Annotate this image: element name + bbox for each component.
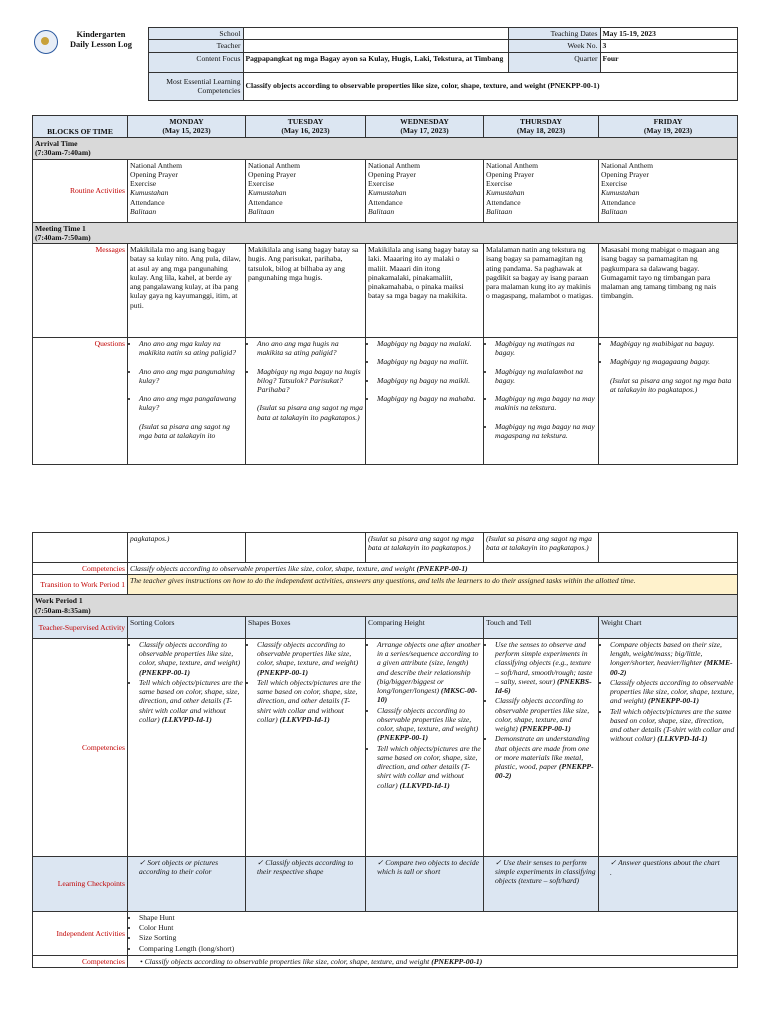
activity-friday: Weight Chart (599, 616, 738, 638)
week-label: Week No. (508, 40, 600, 52)
questions-label: Questions (33, 338, 128, 465)
routine-activities-label: Routine Activities (33, 159, 128, 222)
routine-cell: National Anthem Opening Prayer Exercise Kumustahan Attendance Balitaan (128, 159, 246, 222)
question-item: • Magbigay ng malalambot na bagay. (495, 367, 596, 386)
independent-activity-item: • Size Sorting (139, 933, 735, 942)
questions-friday (599, 338, 738, 465)
activity-monday: Sorting Colors (128, 616, 246, 638)
routine-cell: National Anthem Opening Prayer Exercise Kumustahan Attendance Balitaan (599, 159, 738, 222)
header-title-line2: Daily Lesson Log (70, 39, 132, 49)
school-label: School (148, 28, 243, 40)
meeting-time-section: Meeting Time 1 (7:40am-7:50am) (33, 222, 738, 244)
question-note-cont: (Isulat sa pisara ang sagot ng mga bata at talakayin ito pagkatapos.) (484, 533, 599, 563)
question-note-cont (246, 533, 366, 563)
question-item: • Magbigay ng bagay na maikli. (377, 376, 481, 385)
teaching-dates-label: Teaching Dates (508, 28, 600, 40)
routine-cell: National Anthem Opening Prayer Exercise Kumustahan Attendance Balitaan (366, 159, 484, 222)
header-table (32, 27, 738, 101)
deped-seal-icon (34, 30, 58, 54)
teaching-dates-value: May 15-19, 2023 (600, 28, 737, 40)
competencies-wednesday (366, 638, 484, 856)
question-note: (Isulat sa pisara ang sagot ng mga bata at talakayin ito pagkatapos.) (610, 375, 732, 394)
transition-text: The teacher gives instructions on how to do the independent activities, answers any questions, and tells the learners to do their assigned tasks within the allotted time. (128, 575, 738, 595)
day-header-tuesday: TUESDAY (May 16, 2023) (246, 116, 366, 138)
question-item: • Magbigay ng mga bagay na may makinis na tekstura. (495, 394, 596, 413)
questions-tuesday (246, 338, 366, 465)
competency-item: • Demonstrate an understanding that objects are made from one or more materials like metal, plastic, wood, paper (PNEKPP-00-2) (495, 734, 596, 780)
header-title-cell (32, 28, 148, 73)
independent-activities-label: Independent Activities (33, 911, 128, 955)
day-header-monday: MONDAY (May 15, 2023) (128, 116, 246, 138)
competencies-tuesday (246, 638, 366, 856)
competency-item: • Classify objects according to observable properties like size, color, shape, texture, and weight) (PNEKPP-00-1) (610, 678, 735, 706)
transition-label: Transition to Work Period 1 (33, 575, 128, 595)
arrival-time-section: Arrival Time (7:30am-7:40am) (33, 138, 738, 160)
blocks-of-time-header: BLOCKS OF TIME (33, 116, 128, 138)
meeting-competency: Classify objects according to observable properties like size, color, shape, texture, and weight (PNEKPP-00-1) (128, 563, 738, 575)
competency-item: • Use the senses to observe and perform simple experiments in classifying objects (e.g., texture – soft/hard, smooth/rough; taste – salty, sweet, sour) (PNEKBS-Id-6) (495, 640, 596, 696)
questions-wednesday (366, 338, 484, 465)
question-note-cont (599, 533, 738, 563)
competency-item: • Arrange objects one after another in a series/sequence according to a given attribute (size, length) and describe their relationship (big/bigger/biggest or long/longer/longest) (MKSC-00-10) (377, 640, 481, 705)
checkpoint-tuesday: ✓ Classify objects according to their respective shape (246, 856, 366, 911)
question-note: (Isulat sa pisara ang sagot ng mga bata at talakayin ito pagkatapos.) (257, 403, 363, 422)
independent-activity-item: • Comparing Length (long/short) (139, 944, 735, 953)
learning-checkpoints-label: Learning Checkpoints (33, 856, 128, 911)
work-competencies-label: Competencies (33, 638, 128, 856)
content-focus-label: Content Focus (148, 52, 243, 72)
message-friday: Masasabi mong mabigat o magaan ang isang bagay sa pamamagitan ng pagkumpara sa dalawang bagay. Gumagamit tayo ng timbangan para malaman ang tamang timbang ng nais timbangin. (599, 244, 738, 338)
melc-value: Classify objects according to observable properties like size, color, shape, texture, and weight (PNEKPP-00-1) (243, 72, 737, 100)
final-competencies-label: Competencies (33, 955, 128, 967)
question-item: • Magbigay ng bagay na maliit. (377, 357, 481, 366)
messages-label: Messages (33, 244, 128, 338)
lesson-table-page2 (32, 532, 738, 968)
competency-item: • Tell which objects/pictures are the same based on color, shape, size, direction, and other details (T-shirt with collar and without collar) (LLKVPD-Id-1) (377, 744, 481, 790)
activity-thursday: Touch and Tell (484, 616, 599, 638)
independent-activity-item: • Shape Hunt (139, 913, 735, 922)
independent-activities-list (128, 911, 738, 955)
day-header-thursday: THURSDAY (May 18, 2023) (484, 116, 599, 138)
question-note-cont: (Isulat sa pisara ang sagot ng mga bata at talakayin ito pagkatapos.) (366, 533, 484, 563)
competencies-friday (599, 638, 738, 856)
activity-wednesday: Comparing Height (366, 616, 484, 638)
activity-tuesday: Shapes Boxes (246, 616, 366, 638)
week-value: 3 (600, 40, 737, 52)
question-item: • Magbigay ng magagaang bagay. (610, 357, 735, 366)
school-value (243, 28, 508, 40)
routine-cell: National Anthem Opening Prayer Exercise Kumustahan Attendance Balitaan (246, 159, 366, 222)
teacher-supervised-label: Teacher-Supervised Activity (33, 616, 128, 638)
checkpoint-friday: ✓ Answer questions about the chart . (599, 856, 738, 911)
question-note: (Isulat sa pisara ang sagot ng mga bata at talakayin ito (139, 421, 230, 440)
competencies-thursday (484, 638, 599, 856)
question-note-cont: pagkatapos.) (128, 533, 246, 563)
day-header-wednesday: WEDNESDAY (May 17, 2023) (366, 116, 484, 138)
message-thursday: Malalaman natin ang tekstura ng isang bagay sa pamamagitan ng ating pandama. Sa paghawak at pagdikit sa bagay ay isang paraan para malaman kung ito ay makinis o magaspang, malambot o matigas. (484, 244, 599, 338)
question-item: • Magbigay ng matingas na bagay. (495, 339, 596, 358)
lesson-table-page1 (32, 115, 738, 465)
independent-activity-item: • Color Hunt (139, 923, 735, 932)
question-item: • Magbigay ng bagay na malaki. (377, 339, 481, 348)
message-wednesday: Makikilala ang isang bagay batay sa laki. Maaaring ito ay malaki o maliit. Maaari din itong pinakamalaki, pinakamaliit, pinakamahaba, o pinaka maiksi batay sa mga bagay na makikita. (366, 244, 484, 338)
question-item: • Ano ano ang mga hugis na makikita sa ating paligid? (257, 339, 363, 358)
competency-item: • Tell which objects/pictures are the same based on color, shape, size, direction, and other details (T-shirt with collar and without collar) (LLKVPD-Id-1) (610, 707, 735, 744)
meeting-competencies-label: Competencies (33, 563, 128, 575)
competency-item: • Compare objects based on their size, length, weight/mass; big/little, longer/shorter, heavier/lighter (MKME-00-2) (610, 640, 735, 677)
quarter-value: Four (600, 52, 737, 72)
competency-item: • Classify objects according to observable properties like size, color, shape, texture, and weight) (PNEKPP-00-1) (495, 696, 596, 733)
competency-item: • Tell which objects/pictures are the same based on color, shape, size, direction, and other details (T-shirt with collar and without collar) (LLKVPD-Id-1) (257, 678, 363, 724)
final-competency: • Classify objects according to observable properties like size, color, shape, texture, and weight (PNEKPP-00-1) (128, 955, 738, 967)
question-item: • Ano ano ang mga pangalawang kulay? (139, 394, 243, 413)
message-monday: Makikilala mo ang isang bagay batay sa kulay nito. Ang pula, dilaw, at asul ay ang mga pangunahing kulay. Ang lila, kahel, at berde ay ang pangalawang kulay, at iba pang kulay gaya ng kayumanggi, itim, at puti. (128, 244, 246, 338)
question-item: • Magbigay ng mga bagay na may magaspang na tekstura. (495, 422, 596, 441)
routine-cell: National Anthem Opening Prayer Exercise Kumustahan Attendance Balitaan (484, 159, 599, 222)
competencies-monday (128, 638, 246, 856)
checkpoint-thursday: ✓ Use their senses to perform simple experiments in classifying objects (texture – soft/hard) (484, 856, 599, 911)
teacher-label: Teacher (148, 40, 243, 52)
competency-item: • Classify objects according to observable properties like size, color, shape, texture, and weight) (PNEKPP-00-1) (257, 640, 363, 677)
work-period-section: Work Period 1 (7:50am-8:35am) (33, 595, 738, 617)
competency-item: • Classify objects according to observable properties like size, color, shape, texture, and weight) (PNEKPP-00-1) (139, 640, 243, 677)
question-item: • Magbigay ng bagay na mahaba. (377, 394, 481, 403)
questions-monday (128, 338, 246, 465)
header-title-line1: Kindergarten (76, 29, 126, 39)
question-item: • Magbigay ng mga bagay na hugis bilog? Tatsulok? Parisukat? Parihaba? (257, 367, 363, 395)
competency-item: • Classify objects according to observable properties like size, color, shape, texture, and weight) (PNEKPP-00-1) (377, 706, 481, 743)
melc-label: Most Essential Learning Competencies (148, 72, 243, 100)
day-header-friday: FRIDAY (May 19, 2023) (599, 116, 738, 138)
teacher-value (243, 40, 508, 52)
question-item: • Ano ano ang mga pangunahing kulay? (139, 367, 243, 386)
checkpoint-monday: ✓ Sort objects or pictures according to their color (128, 856, 246, 911)
checkpoint-wednesday: ✓ Compare two objects to decide which is tall or short (366, 856, 484, 911)
competency-item: • Tell which objects/pictures are the same based on color, shape, size, direction, and other details (T-shirt with collar and without collar) (LLKVPD-Id-1) (139, 678, 243, 724)
question-item: • Ano ano ang mga kulay na makikita natin sa ating paligid? (139, 339, 243, 358)
content-focus-value: Pagpapangkat ng mga Bagay ayon sa Kulay, Hugis, Laki, Tekstura, at Timbang (243, 52, 508, 72)
message-tuesday: Makikilala ang isang bagay batay sa hugis. Ang parisukat, parihaba, tatsulok, bilog at bilhaba ay ang pangunahing mga hugis. (246, 244, 366, 338)
question-item: • Magbigay ng mabibigat na bagay. (610, 339, 735, 348)
questions-thursday (484, 338, 599, 465)
quarter-label: Quarter (508, 52, 600, 72)
